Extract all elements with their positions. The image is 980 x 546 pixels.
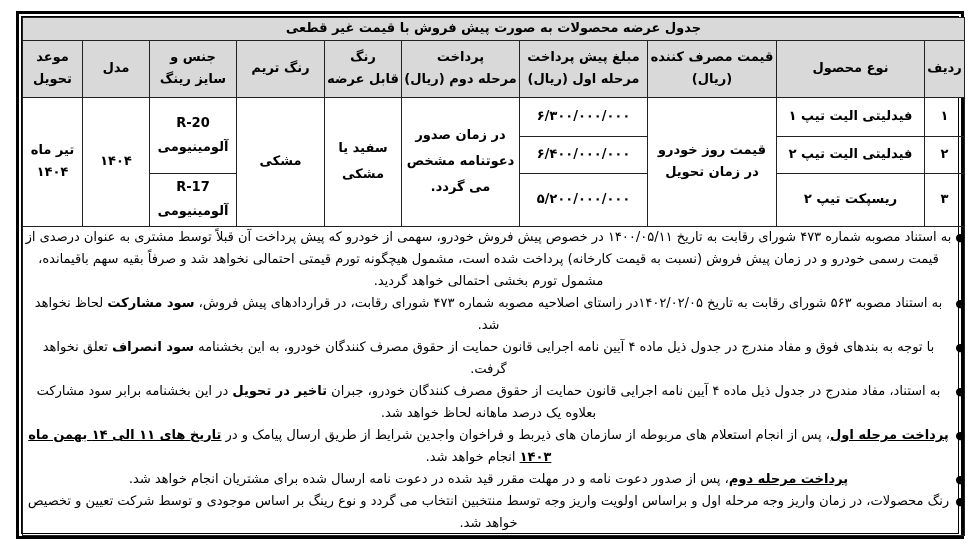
rim-b-size: R-17	[176, 180, 210, 195]
consumer-price-line2: در زمان تحویل	[665, 165, 759, 180]
note-item	[23, 469, 964, 491]
note-item	[23, 227, 964, 293]
note-text: به استناد مصوبه ۵۶۳ شورای رقابت به تاریخ ۱۴۰۲/۰۲/۰۵در راستای اصلاحیه مصوبه شماره ۴۷۳ شورای رقابت، در قراردادهای پیش فروش،	[194, 296, 943, 311]
header-rim-line1: جنس و	[170, 50, 216, 65]
pre-sale-products-table	[22, 17, 965, 536]
note-text: ، پس از صدور دعوت نامه و در مهلت مقرر قید شده در دعوت نامه ارسال شده برای مشتریان انجام خواهد شد.	[128, 472, 729, 487]
note-emphasis-second-payment: پرداخت مرحله دوم	[728, 472, 849, 487]
notes-section	[23, 227, 965, 536]
header-prepayment	[520, 41, 648, 98]
available-color-line1: سفید یا	[338, 141, 388, 156]
note-text: تعلق نخواهد گرفت.	[42, 340, 507, 377]
delivery-line2: ۱۴۰۴	[36, 165, 69, 180]
second-payment-line1: در زمان صدور	[415, 128, 506, 143]
header-product-type: نوع محصول	[777, 41, 925, 98]
header-consumer-price-line1: قیمت مصرف کننده	[650, 50, 774, 65]
note-text: رنگ محصولات، در زمان واریز وجه مرحله اول و براساس اولویت واریز وجه توسط منتخبین انتخاب می گردد و نوع رینگ بر اساس موجودی و توسط شرکت تعیین و تخصیص خواهد شد.	[27, 494, 950, 531]
header-available-color	[325, 41, 402, 98]
rim-a-size: R-20	[176, 115, 210, 131]
second-payment-line3: می گردد.	[430, 180, 491, 195]
bullet-icon: ●	[955, 495, 965, 508]
model-cell: ۱۴۰۴	[83, 98, 150, 227]
header-consumer-price-line2: (ریال)	[691, 72, 733, 87]
product-name: ریسپکت تیپ ۲	[777, 174, 925, 227]
note-emphasis-delivery-delay: تاخیر در تحویل	[232, 384, 328, 399]
header-second-payment	[402, 41, 520, 98]
header-delivery	[23, 41, 83, 98]
rim-a-type: آلومینیومی	[157, 139, 229, 155]
notes-list	[23, 227, 964, 535]
header-second-payment-line2: مرحله دوم (ریال)	[404, 72, 517, 87]
row-number: ۲	[925, 137, 965, 174]
prepayment-amount: ۵/۲۰۰/۰۰۰/۰۰۰	[520, 174, 648, 227]
table-row	[23, 98, 965, 137]
note-text: ، پس از انجام استعلام های مربوطه از سازمان های ذیربط و فراخوان واجدین شرایط از طریق ارسال پیامک و در	[221, 428, 830, 443]
note-item	[23, 293, 964, 337]
bullet-icon: ●	[955, 231, 965, 244]
rim-option-b	[150, 174, 237, 227]
note-text: در این بخشنامه برابر سود مشارکت بعلاوه یک درصد ماهانه لحاظ خواهد شد.	[36, 384, 597, 421]
header-rim-line2: سایز رینگ	[159, 72, 227, 87]
row-number: ۳	[925, 174, 965, 227]
bullet-icon: ●	[955, 473, 965, 486]
header-available-color-line2: قابل عرضه	[327, 72, 399, 87]
prepayment-amount: ۶/۴۰۰/۰۰۰/۰۰۰	[520, 137, 648, 174]
available-color-line2: مشکی	[342, 167, 384, 182]
second-payment-line2: دعوتنامه مشخص	[406, 154, 515, 169]
header-trim-color: رنگ تریم	[237, 41, 325, 98]
header-delivery-line2: تحویل	[33, 72, 72, 87]
product-name: فیدلیتی الیت تیپ ۲	[777, 137, 925, 174]
note-text: لحاظ نخواهد شد.	[34, 296, 500, 333]
offer-table-inner-border	[21, 16, 965, 534]
header-consumer-price	[648, 41, 777, 98]
header-prepayment-line2: مرحله اول (ریال)	[527, 72, 640, 87]
note-item	[23, 425, 964, 469]
header-rim	[150, 41, 237, 98]
offer-table-frame	[16, 11, 964, 539]
bullet-icon: ●	[955, 297, 965, 310]
note-emphasis-first-payment: پرداخت مرحله اول	[830, 428, 949, 443]
header-delivery-line1: موعد	[36, 50, 69, 65]
note-emphasis-payment-dates: تاریخ های ۱۱ الی ۱۴ بهمن ماه ۱۴۰۳	[28, 428, 552, 465]
note-emphasis-partnership-profit: سود مشارکت	[107, 296, 195, 311]
consumer-price-line1: قیمت روز خودرو	[657, 143, 767, 158]
header-model: مدل	[83, 41, 150, 98]
available-color-cell	[325, 98, 402, 227]
note-item	[23, 491, 964, 535]
bullet-icon: ●	[955, 385, 965, 398]
table-title: جدول عرضه محصولات به صورت پیش فروش با قیمت غیر قطعی	[23, 18, 965, 41]
note-item	[23, 381, 964, 425]
rim-option-a	[150, 98, 237, 174]
note-text: انجام خواهد شد.	[425, 450, 520, 465]
note-text: با توجه به بندهای فوق و مفاد مندرج در جدول ذیل ماده ۴ آیین نامه اجرایی قانون حمایت از حقوق مصرف کنندگان خودرو، به این بخشنامه	[194, 340, 935, 355]
header-row-no: ردیف	[925, 41, 965, 98]
second-payment-cell	[402, 98, 520, 227]
rim-b-type: آلومینیومی	[157, 204, 229, 219]
note-item	[23, 337, 964, 381]
header-available-color-line1: رنگ	[350, 50, 376, 65]
consumer-price-cell	[648, 98, 777, 227]
product-name: فیدلیتی الیت تیپ ۱	[777, 98, 925, 137]
prepayment-amount: ۶/۳۰۰/۰۰۰/۰۰۰	[520, 98, 648, 137]
header-second-payment-line1: پرداخت	[436, 50, 485, 65]
header-prepayment-line1: مبلغ پیش پرداخت	[527, 50, 640, 65]
row-number: ۱	[925, 98, 965, 137]
delivery-line1: تیر ماه	[30, 143, 75, 158]
delivery-cell	[23, 98, 83, 227]
note-emphasis-cancellation-profit: سود انصراف	[112, 340, 194, 355]
note-text: به استناد، مفاد مندرج در جدول ذیل ماده ۴ آیین نامه اجرایی قانون حمایت از حقوق مصرف کنندگان خودرو، جبران	[327, 384, 941, 399]
bullet-icon: ●	[955, 429, 965, 442]
bullet-icon: ●	[955, 341, 965, 354]
note-text: به استناد مصوبه شماره ۴۷۳ شورای رقابت به تاریخ ۱۴۰۰/۰۵/۱۱ در خصوص پیش فروش خودرو، سهمی از خودرو که پیش پرداخت آن قبلاً توسط مشتری به عنوان درصدی از قیمت رسمی خودرو و در زمان پیش فروش (نسبت به قیمت کارخانه) پرداخت شده است، مشمول هیچگونه تورم قیمتی احتمالی نخواهد شد و صرفاً بقیه سهم باقیمانده، مشمول تورم بخشی احتمالی خواهد گردید.	[25, 230, 952, 289]
trim-color-cell: مشکی	[237, 98, 325, 227]
